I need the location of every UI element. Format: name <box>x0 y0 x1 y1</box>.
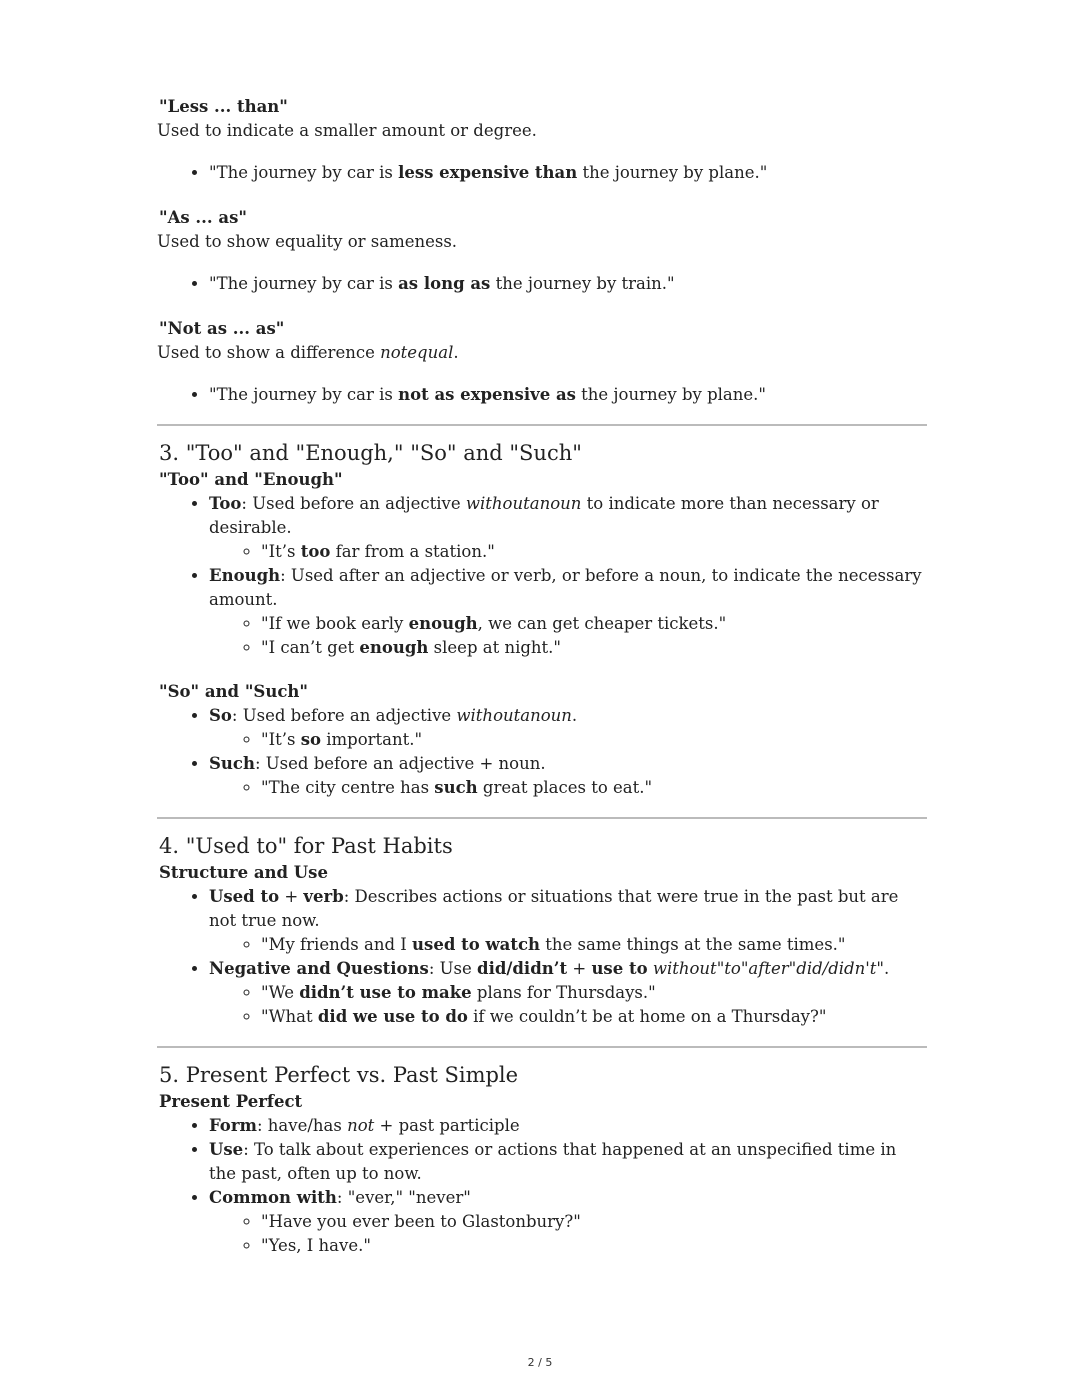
text-run: . <box>571 706 578 725</box>
list-item <box>209 704 927 752</box>
text-run: "What <box>261 1007 318 1026</box>
text-run: the same things at the same times." <box>540 935 846 954</box>
bold-text: Enough <box>209 566 281 585</box>
text-run: important." <box>321 730 423 749</box>
bullet-list <box>157 1114 927 1258</box>
section-heading <box>157 831 927 861</box>
bold-text: verb <box>303 887 344 906</box>
list-item <box>209 161 927 185</box>
text-run: + <box>567 959 592 978</box>
bold-text: did we use to do <box>317 1007 468 1026</box>
italic-text: without"to"after"did/didn't" <box>652 959 884 978</box>
subheading <box>157 1090 927 1114</box>
sub-list-item <box>261 1005 927 1029</box>
section-heading <box>157 438 927 468</box>
text-run: Present Perfect <box>159 1092 303 1111</box>
list-item <box>209 752 927 800</box>
sub-list <box>209 933 927 957</box>
bold-text: enough <box>359 638 429 657</box>
spacer <box>157 185 927 206</box>
sub-list <box>209 612 927 660</box>
sub-list-item <box>261 612 927 636</box>
text-run: Structure and Use <box>159 863 328 882</box>
text-run: 5. Present Perfect vs. Past Simple <box>159 1063 519 1087</box>
bold-text: did/didn’t <box>477 959 568 978</box>
page-number: 2 / 5 <box>527 1356 553 1369</box>
sub-list <box>209 776 927 800</box>
list-item <box>209 1114 927 1138</box>
text-run: "I can’t get <box>261 638 360 657</box>
sub-list-item <box>261 933 927 957</box>
bold-text: Form <box>209 1116 257 1135</box>
bold-text: such <box>434 778 478 797</box>
bold-text: less expensive than <box>398 163 578 182</box>
sub-list-item <box>261 1234 927 1258</box>
bold-text: So <box>209 706 232 725</box>
text-run: + <box>279 887 304 906</box>
text-run: "Not as ... as" <box>159 319 285 338</box>
subheading <box>157 317 927 341</box>
text-run: "We <box>261 983 300 1002</box>
text-run: the journey by plane." <box>577 163 768 182</box>
text-run: : Used after an adjective or verb, or before a noun, to indicate the necessary amount. <box>209 566 922 609</box>
bullet-list <box>157 704 927 800</box>
sub-list <box>209 981 927 1029</box>
bold-text: as long as <box>398 274 491 293</box>
sub-list-item <box>261 776 927 800</box>
sub-list <box>209 728 927 752</box>
bold-text: so <box>300 730 321 749</box>
section-divider <box>157 424 927 426</box>
bold-text: not as expensive as <box>398 385 576 404</box>
text-run: , we can get cheaper tickets." <box>477 614 727 633</box>
spacer <box>157 296 927 317</box>
text-run: "My friends and I <box>261 935 413 954</box>
text-run: "So" and "Such" <box>159 682 308 701</box>
text-run: great places to eat." <box>477 778 653 797</box>
section-divider <box>157 1046 927 1048</box>
bold-text: Common with <box>209 1188 337 1207</box>
text-run: + past participle <box>374 1116 520 1135</box>
sub-list-item <box>261 981 927 1005</box>
bullet-list <box>157 272 927 296</box>
subheading <box>157 468 927 492</box>
text-run: "It’s <box>261 730 301 749</box>
list-item <box>209 383 927 407</box>
bold-text: use to <box>591 959 648 978</box>
sub-list-item <box>261 728 927 752</box>
text-run: Used to show equality or sameness. <box>157 232 458 251</box>
italic-text: not <box>347 1116 375 1135</box>
text-run: : Describes actions or situations that were true in the past but are not true now. <box>209 887 899 930</box>
text-run: "The city centre has <box>261 778 435 797</box>
list-item <box>209 1186 927 1258</box>
bold-text: enough <box>408 614 478 633</box>
subheading <box>157 206 927 230</box>
list-item <box>209 885 927 957</box>
subheading <box>157 861 927 885</box>
bullet-list <box>157 383 927 407</box>
text-run: : "ever," "never" <box>336 1188 471 1207</box>
italic-text: withoutanoun <box>465 494 582 513</box>
paragraph <box>157 230 927 254</box>
sub-list <box>209 1210 927 1258</box>
sub-list <box>209 540 927 564</box>
text-run: : To talk about experiences or actions that happened at an unspecified time in the past, often up to now. <box>209 1140 897 1183</box>
document-page-content <box>157 95 927 1258</box>
italic-text: notequal <box>380 343 454 362</box>
text-run: if we couldn’t be at home on a Thursday?" <box>467 1007 827 1026</box>
bullet-list <box>157 161 927 185</box>
subheading <box>157 680 927 704</box>
spacer <box>157 660 927 680</box>
text-run: the journey by plane." <box>575 385 766 404</box>
text-run: : have/has <box>256 1116 348 1135</box>
text-run: : Used before an adjective + noun. <box>254 754 546 773</box>
text-run: "The journey by car is <box>209 274 399 293</box>
text-run: . <box>884 959 890 978</box>
sub-list-item <box>261 1210 927 1234</box>
text-run: : Use <box>428 959 478 978</box>
bold-text: Use <box>209 1140 244 1159</box>
text-run: plans for Thursdays." <box>471 983 656 1002</box>
text-run: 4. "Used to" for Past Habits <box>159 834 453 858</box>
text-run: "Yes, I have." <box>261 1236 371 1255</box>
bullet-list <box>157 885 927 1029</box>
bold-text: used to watch <box>412 935 541 954</box>
subheading <box>157 95 927 119</box>
text-run: sleep at night." <box>428 638 562 657</box>
text-run: "The journey by car is <box>209 385 399 404</box>
bold-text: too <box>300 542 331 561</box>
text-run: . <box>453 343 459 362</box>
text-run: Used to indicate a smaller amount or degree. <box>157 121 537 140</box>
bold-text: didn’t use to make <box>299 983 472 1002</box>
text-run: "As ... as" <box>159 208 247 227</box>
bullet-list <box>157 492 927 660</box>
section-heading <box>157 1060 927 1090</box>
text-run: far from a station." <box>330 542 495 561</box>
list-item <box>209 272 927 296</box>
list-item <box>209 492 927 564</box>
text-run: Used to show a difference <box>157 343 381 362</box>
bold-text: Too <box>209 494 242 513</box>
text-run: the journey by train." <box>490 274 675 293</box>
paragraph <box>157 119 927 143</box>
sub-list-item <box>261 636 927 660</box>
list-item <box>209 564 927 660</box>
text-run: "Less ... than" <box>159 97 288 116</box>
italic-text: withoutanoun <box>456 706 572 725</box>
section-divider <box>157 817 927 819</box>
text-run: 3. "Too" and "Enough," "So" and "Such" <box>159 441 582 465</box>
text-run: "If we book early <box>261 614 409 633</box>
text-run: "The journey by car is <box>209 163 399 182</box>
text-run: to indicate more than necessary or desirable. <box>209 494 879 537</box>
text-run: : Used before an adjective <box>231 706 457 725</box>
text-run: "Have you ever been to Glastonbury?" <box>261 1212 581 1231</box>
text-run: "Too" and "Enough" <box>159 470 343 489</box>
text-run: "It’s <box>261 542 301 561</box>
bold-text: Used to <box>209 887 280 906</box>
bold-text: Such <box>209 754 255 773</box>
text-run: : Used before an adjective <box>241 494 466 513</box>
paragraph <box>157 341 927 365</box>
list-item <box>209 1138 927 1186</box>
sub-list-item <box>261 540 927 564</box>
list-item <box>209 957 927 1029</box>
bold-text: Negative and Questions <box>209 959 429 978</box>
